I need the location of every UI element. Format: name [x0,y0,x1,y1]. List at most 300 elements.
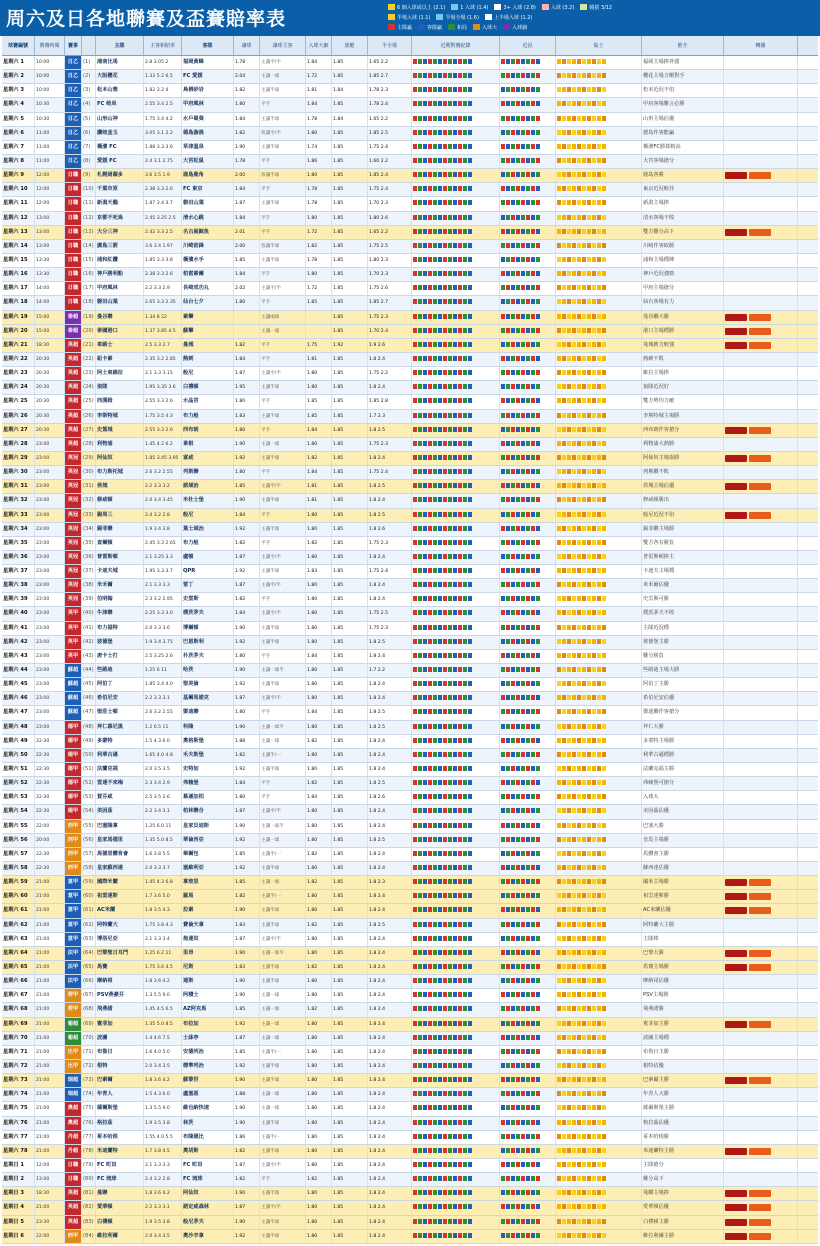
table-row[interactable] [2,339,818,353]
tip-marker [567,215,571,220]
table-row[interactable] [2,1159,818,1173]
correct-score: 1.85 [332,1173,368,1186]
channel-badge[interactable] [749,1204,771,1211]
tip-marker [572,427,576,432]
form-marker [536,625,540,630]
result-marker [423,724,427,729]
tips-markers [556,1216,642,1229]
table-row[interactable] [2,1201,818,1215]
table-row[interactable] [2,1187,818,1201]
table-row[interactable] [2,735,818,749]
tip-marker [602,497,606,502]
hda-odds: 1.9 3.4 3.75 [144,636,182,649]
form-marker [521,59,525,64]
correct-score: 1.85 [332,169,368,182]
form-marker [521,1120,525,1125]
channel-badge[interactable] [749,512,771,519]
tips-markers [556,805,642,818]
tip-marker [592,370,596,375]
table-row[interactable] [2,650,818,664]
table-row[interactable] [2,1060,818,1074]
form-marker [521,936,525,941]
result-marker [468,978,472,983]
kickoff-time: 12:00 [35,1159,65,1172]
form-marker [531,582,535,587]
tip-marker [592,808,596,813]
match-code: (27) [82,424,96,437]
table-row[interactable] [2,127,818,141]
result-marker [463,780,467,785]
table-row[interactable] [2,636,818,650]
table-row[interactable] [2,975,818,989]
table-row[interactable] [2,664,818,678]
result-marker [418,130,422,135]
table-row[interactable] [2,367,818,381]
channel-badge[interactable] [725,1077,747,1084]
tip-marker [587,469,591,474]
form-marker [536,1120,540,1125]
table-row[interactable] [2,721,818,735]
result-marker [468,1077,472,1082]
result-marker [433,130,437,135]
table-row[interactable] [2,197,818,211]
table-row[interactable] [2,480,818,494]
table-row[interactable] [2,593,818,607]
table-row[interactable] [2,989,818,1003]
result-marker [438,667,442,672]
form-marker [526,794,530,799]
table-row[interactable] [2,282,818,296]
channel-badge[interactable] [725,964,747,971]
form-marker [506,554,510,559]
channel-badge[interactable] [749,1148,771,1155]
table-row[interactable] [2,56,818,70]
recent-form [500,791,556,804]
channel-badge[interactable] [749,1021,771,1028]
channel-badge[interactable] [725,328,747,335]
channel-badge[interactable] [749,1233,771,1240]
tip-marker [557,497,561,502]
result-marker [463,610,467,615]
channel-badge[interactable] [749,483,771,490]
table-row[interactable] [2,98,818,112]
form-marker [516,512,520,517]
result-marker [468,540,472,545]
channel-badge[interactable] [725,950,747,957]
table-row[interactable] [2,862,818,876]
form-marker [511,328,515,333]
form-marker [511,907,515,912]
away-team: 慕遜加柏 [182,791,234,804]
away-team: 奧胡斯 [182,1145,234,1158]
table-row[interactable] [2,692,818,706]
handicap-odds: 1.85 [234,254,260,267]
away-team: 科隆 [182,721,234,734]
channel-badge[interactable] [749,314,771,321]
table-row[interactable] [2,820,818,834]
tip-marker [592,1233,596,1238]
table-row[interactable] [2,1117,818,1131]
tip-marker [582,738,586,743]
table-row[interactable] [2,834,818,848]
tip-marker [572,469,576,474]
league-badge: 英超 [65,1216,82,1229]
table-row[interactable] [2,961,818,975]
handicap-line: 主讓平/半 [260,367,306,380]
result-marker [468,144,472,149]
kickoff-time: 23:00 [35,565,65,578]
table-row[interactable] [2,410,818,424]
result-marker [443,427,447,432]
table-row[interactable] [2,763,818,777]
hda-odds: 2.25 3.3 3.0 [144,607,182,620]
channel-badge[interactable] [749,907,771,914]
tip-marker [577,299,581,304]
table-row[interactable] [2,113,818,127]
table-row[interactable] [2,947,818,961]
head-to-head-record [412,537,500,550]
form-marker [501,639,505,644]
result-marker [433,992,437,997]
tip-marker [592,978,596,983]
result-marker [423,964,427,969]
correct-score: 1.85 [332,367,368,380]
result-marker [458,978,462,983]
head-to-head-record [412,1088,500,1101]
result-marker [463,413,467,418]
league-badge: 法甲 [65,961,82,974]
tip-marker [597,229,601,234]
away-team: 聖美倫 [182,678,234,691]
result-marker [458,59,462,64]
halftime-odds: 1.8 2.5 [368,509,412,522]
hda-odds: 1.6 3.8 5.5 [144,848,182,861]
result-marker [433,370,437,375]
tip-marker [602,865,606,870]
table-row[interactable] [2,311,818,325]
handicap-odds: 1.80 [234,424,260,437]
kickoff-time: 12:00 [35,197,65,210]
channel-badge[interactable] [725,314,747,321]
channel-badge[interactable] [725,483,747,490]
channel-badge[interactable] [749,342,771,349]
table-row[interactable] [2,678,818,692]
table-row[interactable] [2,523,818,537]
channel-badge[interactable] [725,893,747,900]
form-marker [531,497,535,502]
table-row[interactable] [2,622,818,636]
channel-badge[interactable] [725,229,747,236]
home-team: 山形山神 [96,113,144,126]
hda-odds: 2.0 3.4 3.45 [144,494,182,507]
table-row[interactable] [2,890,818,904]
halftime-odds: 1.9 2.6 [368,339,412,352]
channel-badge[interactable] [749,1190,771,1197]
result-marker [428,455,432,460]
result-marker [448,851,452,856]
channel-badge[interactable] [725,172,747,179]
channel-badge[interactable] [725,427,747,434]
table-row[interactable] [2,268,818,282]
result-marker [468,200,472,205]
hda-odds: 2.1 3.3 3.3 [144,579,182,592]
table-row[interactable] [2,1032,818,1046]
table-row[interactable] [2,1216,818,1230]
form-marker [526,1162,530,1167]
table-row[interactable] [2,749,818,763]
table-row[interactable] [2,919,818,933]
channel-badge[interactable] [749,328,771,335]
handicap-line: 平手 [260,509,306,522]
tip-marker [562,1105,566,1110]
match-number: 星期六 59 [2,876,35,889]
table-row[interactable] [2,551,818,565]
tip-marker [592,950,596,955]
form-marker [511,865,515,870]
table-row[interactable] [2,1046,818,1060]
result-marker [453,879,457,884]
table-row[interactable] [2,466,818,480]
table-row[interactable] [2,212,818,226]
result-marker [458,483,462,488]
match-code: (8) [82,155,96,168]
table-row[interactable] [2,805,818,819]
channel-badge[interactable] [749,964,771,971]
table-row[interactable] [2,494,818,508]
channel-badge[interactable] [749,172,771,179]
correct-score: 1.85 [332,395,368,408]
result-marker [433,384,437,389]
match-number: 星期六 35 [2,537,35,550]
channel-badge[interactable] [725,1233,747,1240]
table-row[interactable] [2,141,818,155]
table-row[interactable] [2,848,818,862]
channel-badge[interactable] [725,907,747,914]
form-marker [536,200,540,205]
handicap-odds: 1.82 [234,749,260,762]
table-row[interactable] [2,1102,818,1116]
table-row[interactable] [2,876,818,890]
home-team: PSV燕豪芬 [96,989,144,1002]
form-marker [516,328,520,333]
table-row[interactable] [2,933,818,947]
head-to-head-record [412,141,500,154]
form-marker [526,413,530,418]
result-marker [413,752,417,757]
table-row[interactable] [2,706,818,720]
kickoff-time: 21:00 [35,1046,65,1059]
tip-marker [562,116,566,121]
tip-marker [562,738,566,743]
tips-markers [556,961,642,974]
table-row[interactable] [2,169,818,183]
result-marker [453,158,457,163]
match-number: 星期六 44 [2,664,35,677]
form-marker [526,497,530,502]
handicap-line: 主讓平/半 [260,480,306,493]
tip-marker [602,172,606,177]
league-badge: 英冠 [65,537,82,550]
result-marker [433,512,437,517]
recent-form [500,1187,556,1200]
table-row[interactable] [2,353,818,367]
table-row[interactable] [2,777,818,791]
result-marker [433,1077,437,1082]
handicap-odds: 1.82 [234,537,260,550]
result-marker [443,823,447,828]
tip-marker [557,610,561,615]
channel-badge[interactable] [725,1219,747,1226]
channel-badge[interactable] [749,229,771,236]
tip-marker [587,483,591,488]
table-row[interactable] [2,325,818,339]
result-marker [448,724,452,729]
result-marker [463,978,467,983]
result-marker [463,257,467,262]
table-row[interactable] [2,904,818,918]
channel-badge[interactable] [725,1204,747,1211]
form-marker [536,413,540,418]
result-marker [443,808,447,813]
tip-marker [557,229,561,234]
table-row[interactable] [2,381,818,395]
form-marker [526,229,530,234]
result-marker [433,427,437,432]
result-marker [438,738,442,743]
result-marker [428,441,432,446]
match-code: (40) [82,607,96,620]
form-marker [531,950,535,955]
channel-badge[interactable] [725,1148,747,1155]
result-marker [438,653,442,658]
kickoff-time: 23:00 [35,692,65,705]
result-marker [453,497,457,502]
tip-marker [562,1006,566,1011]
recent-form [500,212,556,225]
table-row[interactable] [2,452,818,466]
league-badge: 日乙 [65,70,82,83]
table-row[interactable] [2,424,818,438]
table-row[interactable] [2,1088,818,1102]
channel-badge[interactable] [749,1219,771,1226]
form-marker [501,1077,505,1082]
table-row[interactable] [2,226,818,240]
channel-badge[interactable] [749,455,771,462]
table-row[interactable] [2,240,818,254]
form-marker [521,116,525,121]
form-marker [521,243,525,248]
table-row[interactable] [2,1131,818,1145]
away-team: 阿仙奴 [182,1187,234,1200]
hilo-odds: 1.80 [306,1201,332,1214]
table-row[interactable] [2,509,818,523]
channel-badge[interactable] [725,512,747,519]
tip-marker [602,907,606,912]
table-row[interactable] [2,395,818,409]
result-marker [418,639,422,644]
channel-badge[interactable] [749,1077,771,1084]
table-row[interactable] [2,1145,818,1159]
hilo-odds: 1.80 [306,367,332,380]
table-row[interactable] [2,183,818,197]
league-badge: 英超 [65,410,82,423]
recent-form [500,395,556,408]
form-marker [536,87,540,92]
table-row[interactable] [2,791,818,805]
legend-label: 入球細 [512,24,528,31]
tip-marker [582,1063,586,1068]
tips-markers [556,607,642,620]
table-row[interactable] [2,1230,818,1244]
away-team: 米杜士堡 [182,494,234,507]
channel-badge[interactable] [749,950,771,957]
channel-badge[interactable] [725,342,747,349]
form-marker [526,87,530,92]
channel-badge[interactable] [749,879,771,886]
hilo-odds: 1.85 [306,296,332,309]
result-marker [413,1190,417,1195]
tip-marker [592,992,596,997]
tip-marker [592,1148,596,1153]
channel-badge[interactable] [749,893,771,900]
channel-badge[interactable] [725,1190,747,1197]
result-marker [453,625,457,630]
table-row[interactable] [2,296,818,310]
result-marker [463,356,467,361]
table-row[interactable] [2,1018,818,1032]
table-row[interactable] [2,84,818,98]
tip-marker [602,73,606,78]
result-marker [443,766,447,771]
away-team: 塞維利亞 [182,862,234,875]
result-marker [413,639,417,644]
channel-badge[interactable] [725,455,747,462]
table-row[interactable] [2,1003,818,1017]
table-row[interactable] [2,438,818,452]
table-row[interactable] [2,579,818,593]
tip-marker [577,1021,581,1026]
tip-marker [557,625,561,630]
head-to-head-record [412,607,500,620]
table-row[interactable] [2,70,818,84]
table-row[interactable] [2,565,818,579]
channel-badge[interactable] [725,1021,747,1028]
channel-badge[interactable] [749,427,771,434]
home-team: 西漢姆 [96,395,144,408]
form-marker [526,158,530,163]
tip-marker [582,1190,586,1195]
handicap-line: 主讓半球 [260,141,306,154]
result-marker [438,87,442,92]
table-row[interactable] [2,155,818,169]
tip-marker [567,398,571,403]
result-marker [423,1148,427,1153]
channel-badge[interactable] [725,879,747,886]
result-marker [468,823,472,828]
form-marker [511,398,515,403]
table-row[interactable] [2,1173,818,1187]
table-row[interactable] [2,537,818,551]
tip-marker [597,243,601,248]
pick-text: 西布朗作客搶分 [642,424,724,437]
form-marker [531,186,535,191]
table-row[interactable] [2,254,818,268]
table-row[interactable] [2,607,818,621]
result-marker [448,922,452,927]
halftime-odds: 1.8 2.5 [368,834,412,847]
table-row[interactable] [2,1074,818,1088]
form-marker [521,568,525,573]
